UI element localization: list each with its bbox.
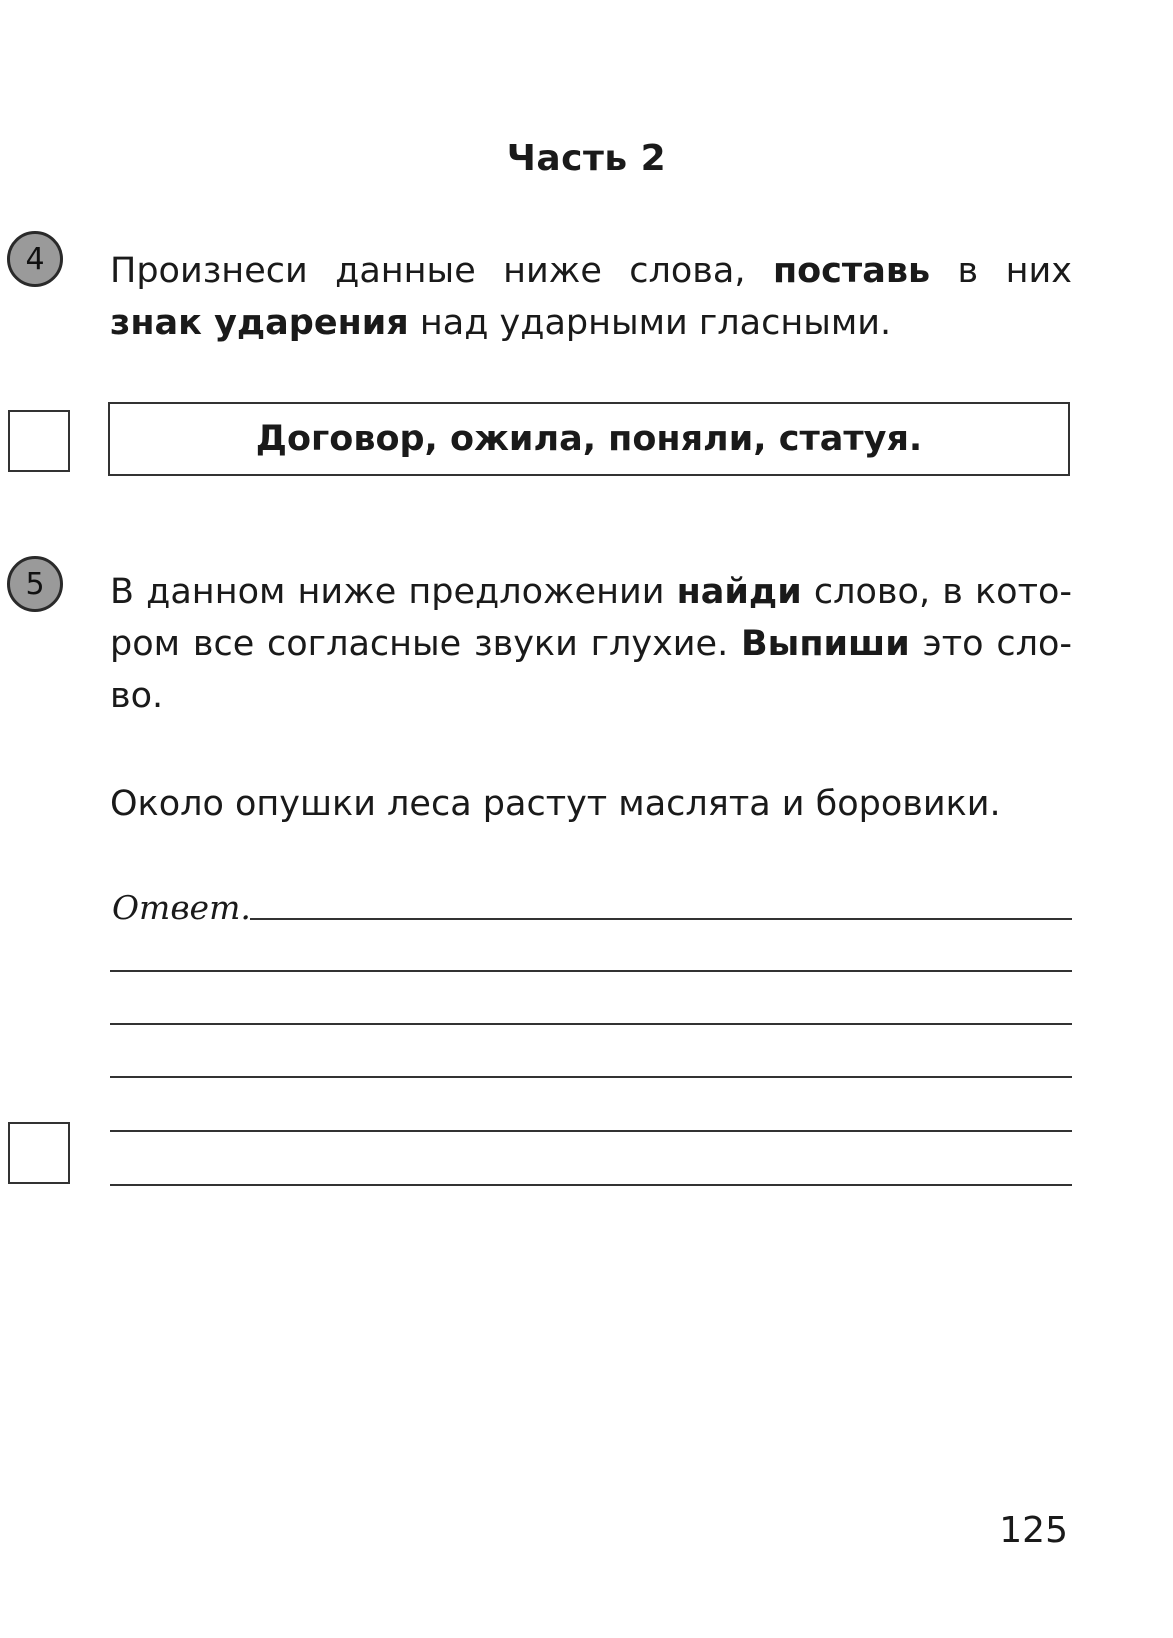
page-number: 125 bbox=[999, 1510, 1068, 1551]
task4-instruction bbox=[110, 245, 1072, 349]
task4-bold-verb: поставь bbox=[772, 251, 931, 291]
task4-word: в bbox=[957, 251, 979, 291]
task4-word: ниже bbox=[503, 251, 602, 291]
task5-bold-verb-2: Выпиши bbox=[741, 624, 910, 664]
answer-line[interactable] bbox=[110, 1076, 1072, 1078]
task4-word: них bbox=[1005, 251, 1072, 291]
task4-bold-phrase: знак ударения bbox=[110, 303, 409, 343]
task5-bold-verb-1: найди bbox=[676, 572, 802, 612]
task4-score-box[interactable] bbox=[8, 410, 70, 472]
answer-line[interactable] bbox=[110, 1184, 1072, 1186]
answer-line[interactable] bbox=[110, 970, 1072, 972]
answer-line[interactable] bbox=[250, 918, 1072, 920]
part-title: Часть 2 bbox=[506, 138, 667, 179]
answer-line[interactable] bbox=[110, 1023, 1072, 1025]
answer-line[interactable] bbox=[110, 1130, 1072, 1132]
task4-instruction-line2 bbox=[110, 297, 1072, 349]
task5-sentence: Около опушки леса растут маслята и боровики. bbox=[110, 784, 1001, 824]
task5-instruction-part3: это сло-во. bbox=[110, 624, 1072, 716]
task5-instruction-part1: В данном ниже предложении bbox=[110, 572, 677, 612]
task5-instruction-part2: слово, в кото-ром все согласные звуки глухие. bbox=[110, 572, 1072, 664]
task4-word-list: Договор, ожила, поняли, статуя. bbox=[255, 419, 923, 459]
task-number-5 bbox=[7, 556, 63, 612]
task4-word: слова, bbox=[629, 251, 746, 291]
task5-instruction bbox=[110, 566, 1072, 722]
task4-word: данные bbox=[335, 251, 476, 291]
task-number-4 bbox=[7, 231, 63, 287]
task4-instruction-rest: над ударными гласными. bbox=[408, 303, 892, 343]
answer-label: Ответ. bbox=[112, 888, 251, 927]
task5-score-box[interactable] bbox=[8, 1122, 70, 1184]
task4-word: Произнеси bbox=[110, 251, 308, 291]
task4-instruction-line1 bbox=[110, 245, 1072, 297]
task4-word-box bbox=[108, 402, 1070, 476]
task-number-5-label: 5 bbox=[25, 566, 45, 602]
task-number-4-label: 4 bbox=[25, 241, 45, 277]
